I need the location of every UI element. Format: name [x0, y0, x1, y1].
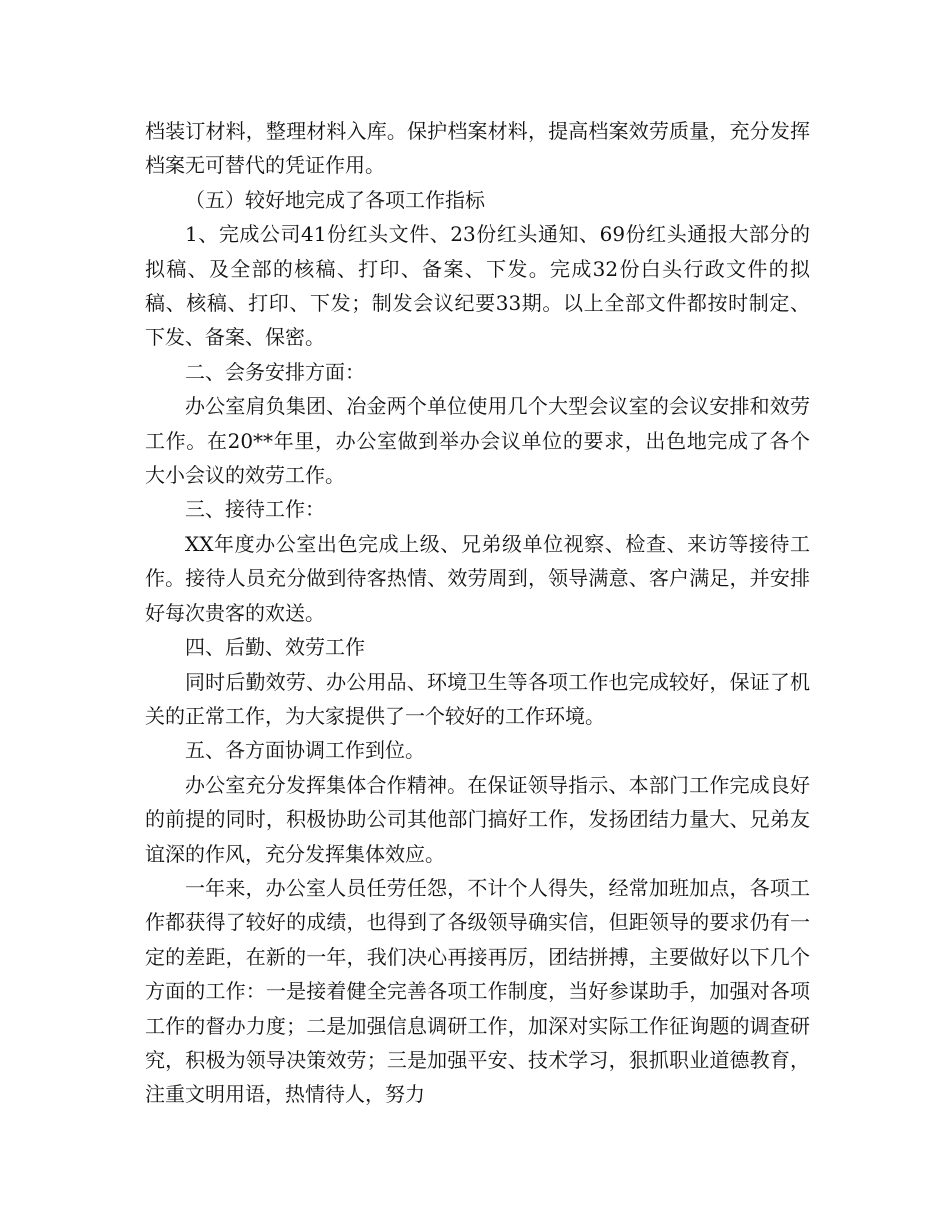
- paragraph-archive-materials: 档装订材料，整理材料入库。保护档案材料，提高档案效劳质量，充分发挥档案无可替代的凭证作用。: [145, 119, 810, 178]
- paragraph-year-summary: 一年来，办公室人员任劳任怨，不计个人得失，经常加班加点，各项工作都获得了较好的成绩，也得到了各级领导确实信，但距领导的要求仍有一定的差距，在新的一年，我们决心再接再厉，团结拼搏，主要做好以下几个方面的工作：一是接着健全完善各项工作制度，当好参谋助手，加强对各项工作的督办力度；二是加强信息调研工作，加深对实际工作征询题的调查研究，积极为领导决策效劳；三是加强平安、技术学习，狠抓职业道德教育，注重文明用语，热情待人，努力: [145, 875, 810, 1107]
- paragraph-logistics-work: 同时后勤效劳、办公用品、环境卫生等各项工作也完成较好，保证了机关的正常工作，为大家提供了一个较好的工作环境。: [145, 669, 810, 728]
- paragraph-heading-coordination: 五、各方面协调工作到位。: [185, 738, 425, 763]
- paragraph-heading-work-indicators: （五）较好地完成了各项工作指标: [185, 187, 485, 212]
- paragraph-heading-reception: 三、接待工作：: [185, 497, 325, 522]
- paragraph-heading-meeting-arrangements: 二、会务安排方面：: [185, 359, 365, 384]
- paragraph-reception-work: XX年度办公室出色完成上级、兄弟级单位视察、检查、来访等接待工作。接待人员充分做到待客热情、效劳周到，领导满意、客户满足，并安排好每次贵客的欢送。: [145, 531, 810, 625]
- paragraph-heading-logistics: 四、后勤、效劳工作: [185, 635, 365, 660]
- paragraph-teamwork: 办公室充分发挥集体合作精神。在保证领导指示、本部门工作完成良好的前提的同时，积极协助公司其他部门搞好工作，发扬团结力量大、兄弟友谊深的作风，充分发挥集体效应。: [145, 772, 810, 866]
- document-body: [145, 114, 810, 1112]
- paragraph-documents-completed: 1、完成公司41份红头文件、23份红头通知、69份红头通报大部分的拟稿、及全部的核稿、打印、备案、下发。完成32份白头行政文件的拟稿、核稿、打印、下发；制发会议纪要33期。以上全部文件都按时制定、下发、备案、保密。: [145, 222, 810, 350]
- paragraph-meeting-services: 办公室肩负集团、冶金两个单位使用几个大型会议室的会议安排和效劳工作。在20**年里，办公室做到举办会议单位的要求，出色地完成了各个大小会议的效劳工作。: [145, 394, 810, 488]
